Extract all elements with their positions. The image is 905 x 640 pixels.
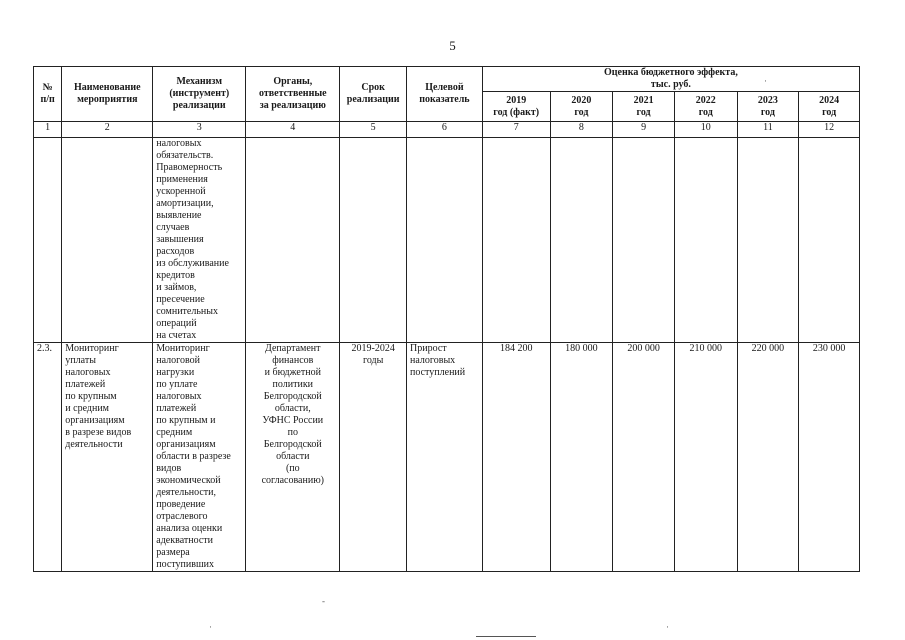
row-value-2021 bbox=[613, 138, 675, 343]
row-bodies: Департамент финансов и бюджетной политики Белгородской области, УФНС России по Белгородской области (по согласованию) bbox=[246, 343, 340, 572]
header-year-2022: 2022 год bbox=[674, 92, 737, 122]
row-value-2024: 230 000 bbox=[799, 343, 860, 572]
row-num: 2.3. bbox=[34, 343, 62, 572]
column-number: 7 bbox=[482, 122, 550, 138]
row-term bbox=[340, 138, 407, 343]
scan-speck: · bbox=[764, 76, 767, 86]
scan-line bbox=[476, 636, 536, 637]
header-mechanism: Механизм (инструмент) реализации bbox=[153, 67, 246, 122]
scan-speck: · bbox=[209, 622, 212, 632]
column-number: 10 bbox=[674, 122, 737, 138]
row-mechanism: налоговых обязательств. Правомерность применения ускоренной амортизации, выявление случаев завышения расходов из обслуживание кредитов и займов, пресечение сомнительных операций на счетах bbox=[153, 138, 246, 343]
column-number: 12 bbox=[799, 122, 860, 138]
row-name bbox=[62, 138, 153, 343]
header-year-2021: 2021 год bbox=[613, 92, 675, 122]
header-year-2019: 2019 год (факт) bbox=[482, 92, 550, 122]
row-value-2020: 180 000 bbox=[550, 343, 613, 572]
row-value-2019 bbox=[482, 138, 550, 343]
row-indicator: Прирост налоговых поступлений bbox=[407, 343, 483, 572]
header-name: Наименование мероприятия bbox=[62, 67, 153, 122]
header-bodies: Органы, ответственные за реализацию bbox=[246, 67, 340, 122]
column-number-row bbox=[34, 122, 860, 138]
header-year-2020: 2020 год bbox=[550, 92, 613, 122]
budget-measures-table bbox=[33, 66, 860, 572]
row-value-2022 bbox=[674, 138, 737, 343]
row-value-2023: 220 000 bbox=[737, 343, 799, 572]
column-number: 2 bbox=[62, 122, 153, 138]
row-value-2022: 210 000 bbox=[674, 343, 737, 572]
row-value-2019: 184 200 bbox=[482, 343, 550, 572]
column-number: 1 bbox=[34, 122, 62, 138]
row-mechanism: Мониторинг налоговой нагрузки по уплате налоговых платежей по крупным и средним организациям области в разрезе видов экономической деятельности, проведение отраслевого анализа оценки адекватности размера поступивших bbox=[153, 343, 246, 572]
row-value-2021: 200 000 bbox=[613, 343, 675, 572]
header-term: Срок реализации bbox=[340, 67, 407, 122]
column-number: 5 bbox=[340, 122, 407, 138]
row-bodies bbox=[246, 138, 340, 343]
column-number: 8 bbox=[550, 122, 613, 138]
header-budget-effect: Оценка бюджетного эффекта, тыс. руб. bbox=[482, 67, 859, 92]
scan-speck: - bbox=[322, 596, 325, 606]
table-row bbox=[34, 343, 860, 572]
header-num: № п/п bbox=[34, 67, 62, 122]
page-number: 5 bbox=[449, 38, 456, 53]
row-value-2023 bbox=[737, 138, 799, 343]
row-name: Мониторинг уплаты налоговых платежей по крупным и средним организациям в разрезе видов деятельности bbox=[62, 343, 153, 572]
header-year-2023: 2023 год bbox=[737, 92, 799, 122]
column-number: 9 bbox=[613, 122, 675, 138]
row-value-2020 bbox=[550, 138, 613, 343]
column-number: 3 bbox=[153, 122, 246, 138]
column-number: 11 bbox=[737, 122, 799, 138]
scan-speck: · bbox=[666, 622, 669, 632]
row-value-2024 bbox=[799, 138, 860, 343]
column-number: 6 bbox=[407, 122, 483, 138]
row-indicator bbox=[407, 138, 483, 343]
header-year-2024: 2024 год bbox=[799, 92, 860, 122]
table-row bbox=[34, 138, 860, 343]
row-num bbox=[34, 138, 62, 343]
header-indicator: Целевой показатель bbox=[407, 67, 483, 122]
column-number: 4 bbox=[246, 122, 340, 138]
header-row bbox=[34, 67, 860, 92]
row-term: 2019-2024 годы bbox=[340, 343, 407, 572]
